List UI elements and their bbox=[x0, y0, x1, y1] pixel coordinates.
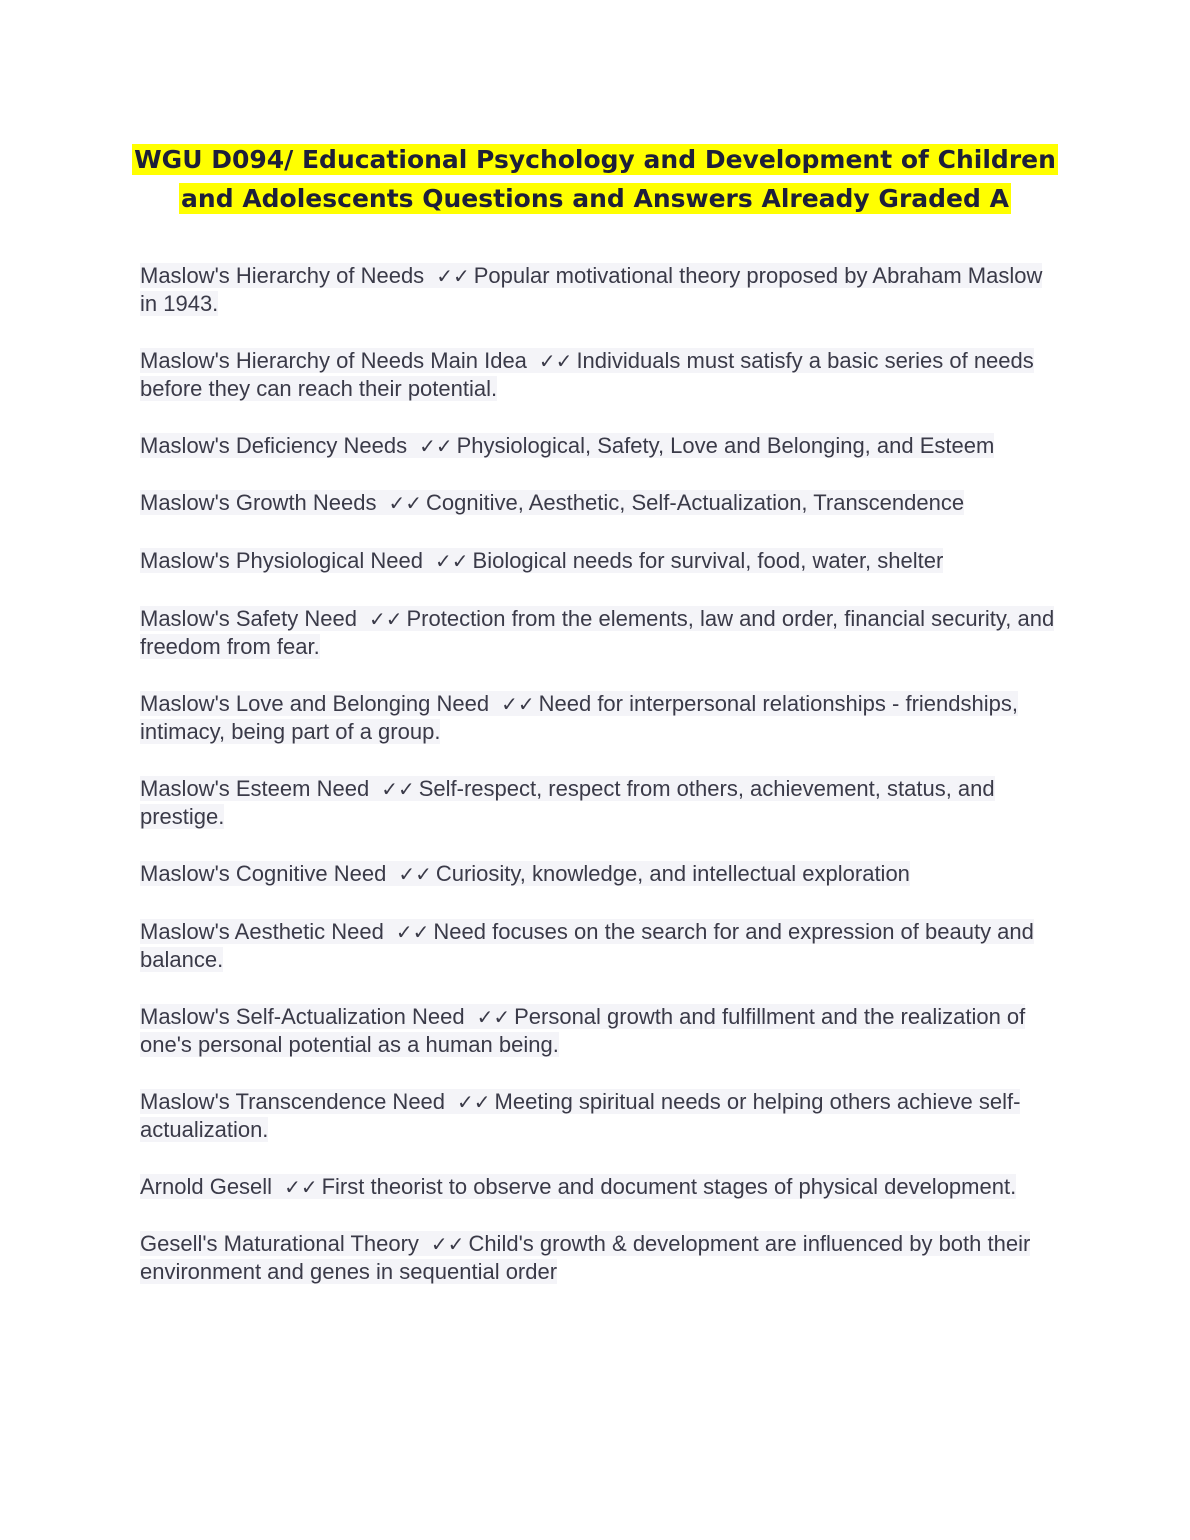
qa-definition: Cognitive, Aesthetic, Self-Actualization, Transcendence bbox=[426, 490, 965, 515]
qa-term: Maslow's Safety Need bbox=[140, 606, 357, 631]
qa-term: Maslow's Hierarchy of Needs Main Idea bbox=[140, 348, 527, 373]
qa-term: Maslow's Love and Belonging Need bbox=[140, 691, 490, 716]
qa-item bbox=[140, 775, 1060, 831]
double-check-icon: ✓✓ bbox=[538, 349, 573, 373]
qa-list bbox=[140, 262, 1060, 1315]
title-line-2: and Adolescents Questions and Answers Already Graded A bbox=[181, 184, 1009, 213]
qa-term: Gesell's Maturational Theory bbox=[140, 1231, 419, 1256]
qa-term: Maslow's Cognitive Need bbox=[140, 861, 387, 886]
qa-item bbox=[140, 262, 1060, 318]
qa-term: Maslow's Esteem Need bbox=[140, 776, 370, 801]
qa-term: Maslow's Self-Actualization Need bbox=[140, 1004, 465, 1029]
double-check-icon: ✓✓ bbox=[381, 777, 415, 801]
qa-item bbox=[140, 347, 1060, 403]
qa-item bbox=[140, 918, 1060, 974]
double-check-icon: ✓✓ bbox=[430, 1232, 465, 1256]
double-check-icon: ✓✓ bbox=[501, 692, 535, 716]
qa-term: Arnold Gesell bbox=[140, 1174, 273, 1199]
qa-term: Maslow's Transcendence Need bbox=[140, 1089, 446, 1114]
qa-definition: Need for interpersonal relationships - friendships, intimacy, being part of a group. bbox=[140, 691, 1018, 744]
qa-item bbox=[140, 1003, 1060, 1059]
qa-item bbox=[140, 432, 1060, 460]
qa-definition: Popular motivational theory proposed by Abraham Maslow in 1943. bbox=[140, 263, 1043, 316]
double-check-icon: ✓✓ bbox=[457, 1090, 491, 1114]
qa-item bbox=[140, 1230, 1060, 1286]
qa-definition: Protection from the elements, law and order, financial security, and freedom from fear. bbox=[140, 606, 1055, 659]
qa-definition: Biological needs for survival, food, water, shelter bbox=[472, 548, 944, 573]
qa-term: Maslow's Growth Needs bbox=[140, 490, 377, 515]
double-check-icon: ✓✓ bbox=[284, 1175, 318, 1199]
qa-definition: Need focuses on the search for and expression of beauty and balance. bbox=[140, 919, 1034, 972]
qa-item bbox=[140, 690, 1060, 746]
qa-item bbox=[140, 489, 1060, 517]
qa-term: Maslow's Aesthetic Need bbox=[140, 919, 384, 944]
double-check-icon: ✓✓ bbox=[388, 491, 423, 515]
title-line-1: WGU D094/ Educational Psychology and Development of Children bbox=[134, 145, 1056, 174]
qa-definition: Meeting spiritual needs or helping others achieve self-actualization. bbox=[140, 1089, 1021, 1142]
qa-definition: Individuals must satisfy a basic series of needs before they can reach their potential. bbox=[140, 348, 1034, 401]
double-check-icon: ✓✓ bbox=[435, 549, 469, 573]
qa-item bbox=[140, 605, 1060, 661]
qa-definition: Curiosity, knowledge, and intellectual exploration bbox=[435, 861, 910, 886]
qa-definition: First theorist to observe and document stages of physical development. bbox=[321, 1174, 1017, 1199]
double-check-icon: ✓✓ bbox=[398, 862, 432, 886]
qa-term: Maslow's Hierarchy of Needs bbox=[140, 263, 425, 288]
qa-item bbox=[140, 547, 1060, 575]
double-check-icon: ✓✓ bbox=[419, 434, 453, 458]
qa-item bbox=[140, 1173, 1060, 1201]
qa-term: Maslow's Deficiency Needs bbox=[140, 433, 408, 458]
double-check-icon: ✓✓ bbox=[368, 607, 403, 631]
double-check-icon: ✓✓ bbox=[476, 1005, 511, 1029]
qa-definition: Self-respect, respect from others, achievement, status, and prestige. bbox=[140, 776, 995, 829]
qa-definition: Physiological, Safety, Love and Belonging, and Esteem bbox=[456, 433, 995, 458]
qa-term: Maslow's Physiological Need bbox=[140, 548, 423, 573]
double-check-icon: ✓✓ bbox=[395, 920, 430, 944]
qa-item bbox=[140, 860, 1060, 888]
double-check-icon: ✓✓ bbox=[436, 264, 470, 288]
qa-item bbox=[140, 1088, 1060, 1144]
document-title bbox=[0, 140, 1190, 218]
qa-definition: Child's growth & development are influenced by both their environment and genes in sequential order bbox=[140, 1231, 1031, 1284]
qa-definition: Personal growth and fulfillment and the realization of one's personal potential as a human being. bbox=[140, 1004, 1026, 1057]
